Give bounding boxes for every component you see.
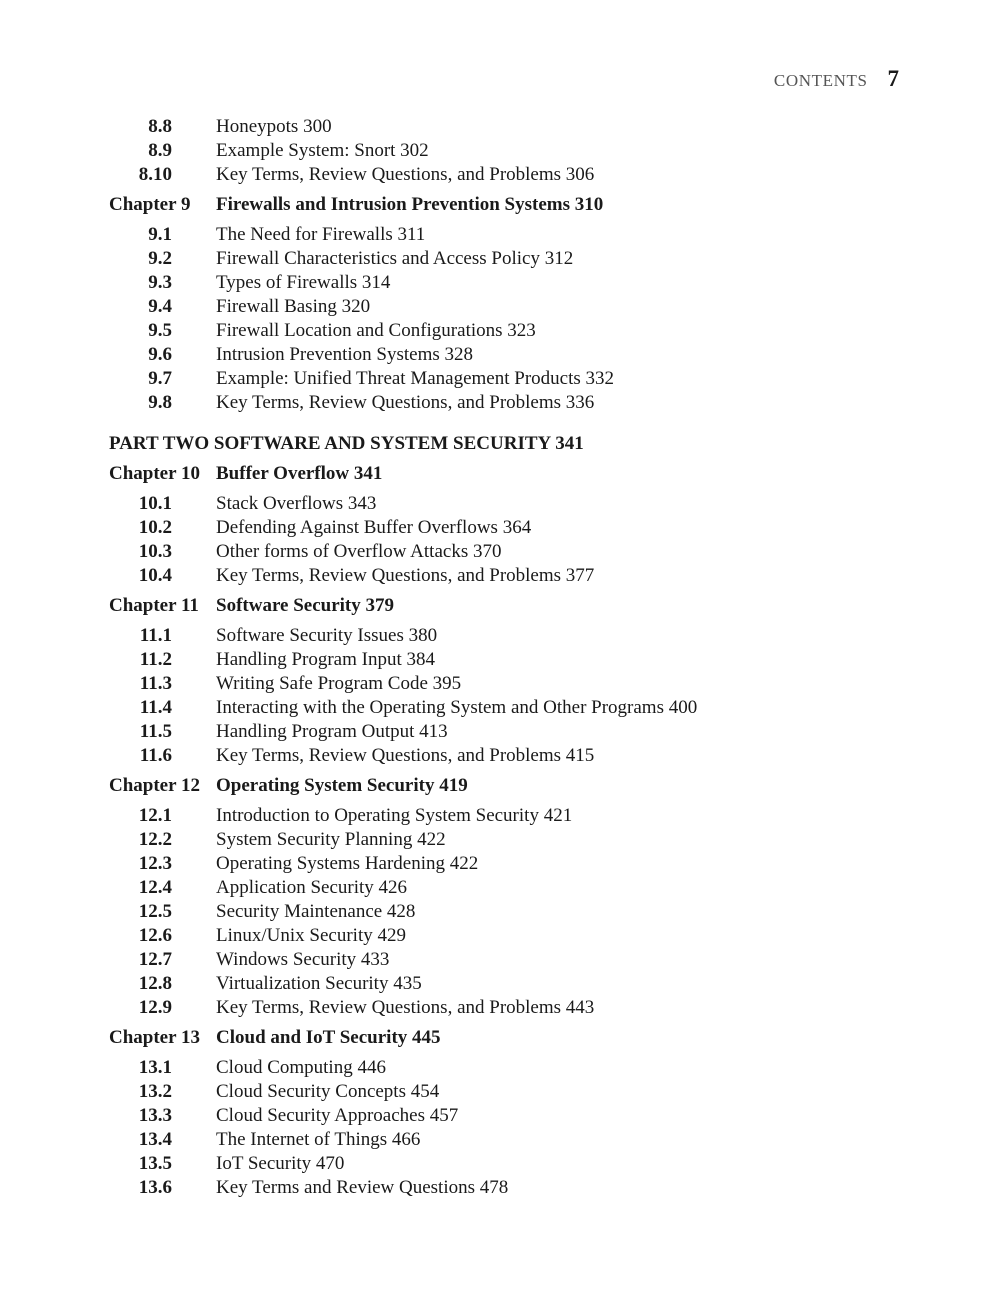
section-number: 9.7 bbox=[148, 368, 172, 389]
page-number: 7 bbox=[887, 66, 899, 91]
toc-section-entry bbox=[0, 924, 1008, 948]
section-number: 9.1 bbox=[148, 224, 172, 245]
section-title: Key Terms and Review Questions 478 bbox=[216, 1177, 509, 1198]
section-number: 12.8 bbox=[138, 973, 172, 994]
section-title: Intrusion Prevention Systems 328 bbox=[216, 344, 474, 365]
section-title: Honeypots 300 bbox=[216, 116, 332, 137]
section-number: 11.4 bbox=[139, 697, 172, 718]
toc-section-entry bbox=[0, 163, 1008, 187]
toc-chapter-entry bbox=[0, 462, 1008, 486]
toc-section-entry bbox=[0, 1080, 1008, 1104]
section-number: 12.1 bbox=[138, 805, 172, 826]
toc-section-entry bbox=[0, 996, 1008, 1020]
section-title: Example: Unified Threat Management Products 332 bbox=[216, 368, 615, 389]
page-header bbox=[774, 66, 899, 92]
section-number: 10.1 bbox=[138, 493, 172, 514]
section-title: Writing Safe Program Code 395 bbox=[216, 673, 462, 694]
section-title: Linux/Unix Security 429 bbox=[216, 925, 406, 946]
section-number: 9.5 bbox=[148, 320, 172, 341]
section-title: Handling Program Output 413 bbox=[216, 721, 448, 742]
section-number: 8.10 bbox=[138, 164, 172, 185]
section-number: 12.4 bbox=[138, 877, 172, 898]
section-title: Introduction to Operating System Security 421 bbox=[216, 805, 573, 826]
section-title: Firewall Location and Configurations 323 bbox=[216, 320, 536, 341]
toc-section-entry bbox=[0, 876, 1008, 900]
toc-section-entry bbox=[0, 744, 1008, 768]
toc-section-entry bbox=[0, 1104, 1008, 1128]
section-number: 13.5 bbox=[138, 1153, 172, 1174]
section-title: Stack Overflows 343 bbox=[216, 493, 377, 514]
section-number: 10.4 bbox=[138, 565, 172, 586]
section-number: 13.4 bbox=[138, 1129, 172, 1150]
section-number: 12.9 bbox=[138, 997, 172, 1018]
section-number: 11.1 bbox=[139, 625, 172, 646]
section-title: Firewall Basing 320 bbox=[216, 296, 371, 317]
section-number: 11.2 bbox=[139, 649, 172, 670]
toc-section-entry bbox=[0, 139, 1008, 163]
toc-section-entry bbox=[0, 972, 1008, 996]
section-title: The Internet of Things 466 bbox=[216, 1129, 421, 1150]
section-number: 10.3 bbox=[138, 541, 172, 562]
section-title: Cloud Computing 446 bbox=[216, 1057, 386, 1078]
toc-section-entry bbox=[0, 852, 1008, 876]
toc-section-entry bbox=[0, 343, 1008, 367]
chapter-title: Operating System Security 419 bbox=[216, 775, 468, 796]
section-number: 12.5 bbox=[138, 901, 172, 922]
section-number: 12.2 bbox=[138, 829, 172, 850]
toc-section-entry bbox=[0, 391, 1008, 415]
chapter-label: Chapter 11 bbox=[109, 595, 199, 616]
section-title: Key Terms, Review Questions, and Problems 377 bbox=[216, 565, 595, 586]
section-title: Firewall Characteristics and Access Policy 312 bbox=[216, 248, 574, 269]
section-number: 13.1 bbox=[138, 1057, 172, 1078]
toc-section-entry bbox=[0, 720, 1008, 744]
section-number: 10.2 bbox=[138, 517, 172, 538]
toc-section-entry bbox=[0, 564, 1008, 588]
section-number: 8.9 bbox=[148, 140, 172, 161]
part-title: PART TWO SOFTWARE AND SYSTEM SECURITY 341 bbox=[109, 433, 584, 454]
chapter-label: Chapter 12 bbox=[109, 775, 200, 796]
toc-section-entry bbox=[0, 115, 1008, 139]
toc-section-entry bbox=[0, 223, 1008, 247]
toc-section-entry bbox=[0, 672, 1008, 696]
toc-section-entry bbox=[0, 247, 1008, 271]
table-of-contents bbox=[0, 115, 1008, 1200]
section-number: 9.6 bbox=[148, 344, 172, 365]
section-number: 9.4 bbox=[148, 296, 172, 317]
chapter-title: Buffer Overflow 341 bbox=[216, 463, 383, 484]
section-title: Application Security 426 bbox=[216, 877, 408, 898]
toc-section-entry bbox=[0, 948, 1008, 972]
section-title: Virtualization Security 435 bbox=[216, 973, 422, 994]
toc-section-entry bbox=[0, 1176, 1008, 1200]
section-title: Key Terms, Review Questions, and Problems 306 bbox=[216, 164, 595, 185]
chapter-title: Firewalls and Intrusion Prevention Systems 310 bbox=[216, 194, 604, 215]
section-number: 9.2 bbox=[148, 248, 172, 269]
section-title: Example System: Snort 302 bbox=[216, 140, 429, 161]
toc-section-entry bbox=[0, 271, 1008, 295]
toc-section-entry bbox=[0, 804, 1008, 828]
chapter-title: Software Security 379 bbox=[216, 595, 395, 616]
section-title: Key Terms, Review Questions, and Problems 336 bbox=[216, 392, 595, 413]
section-title: Security Maintenance 428 bbox=[216, 901, 416, 922]
section-title: Key Terms, Review Questions, and Problems 443 bbox=[216, 997, 595, 1018]
section-number: 13.6 bbox=[138, 1177, 172, 1198]
toc-section-entry bbox=[0, 828, 1008, 852]
toc-section-entry bbox=[0, 1152, 1008, 1176]
toc-chapter-entry bbox=[0, 594, 1008, 618]
chapter-title: Cloud and IoT Security 445 bbox=[216, 1027, 441, 1048]
section-number: 8.8 bbox=[148, 116, 172, 137]
section-title: Operating Systems Hardening 422 bbox=[216, 853, 479, 874]
toc-section-entry bbox=[0, 648, 1008, 672]
section-title: IoT Security 470 bbox=[216, 1153, 345, 1174]
section-number: 11.5 bbox=[139, 721, 172, 742]
section-number: 11.6 bbox=[139, 745, 172, 766]
section-title: Types of Firewalls 314 bbox=[216, 272, 391, 293]
section-title: Key Terms, Review Questions, and Problems 415 bbox=[216, 745, 595, 766]
section-title: Cloud Security Approaches 457 bbox=[216, 1105, 459, 1126]
section-number: 12.7 bbox=[138, 949, 172, 970]
section-number: 9.8 bbox=[148, 392, 172, 413]
section-title: Handling Program Input 384 bbox=[216, 649, 436, 670]
chapter-label: Chapter 10 bbox=[109, 463, 200, 484]
toc-chapter-entry bbox=[0, 193, 1008, 217]
toc-section-entry bbox=[0, 1056, 1008, 1080]
section-title: Cloud Security Concepts 454 bbox=[216, 1081, 440, 1102]
toc-section-entry bbox=[0, 696, 1008, 720]
toc-section-entry bbox=[0, 624, 1008, 648]
chapter-label: Chapter 13 bbox=[109, 1027, 200, 1048]
toc-section-entry bbox=[0, 900, 1008, 924]
section-title: Other forms of Overflow Attacks 370 bbox=[216, 541, 502, 562]
toc-section-entry bbox=[0, 492, 1008, 516]
section-number: 13.2 bbox=[138, 1081, 172, 1102]
section-title: Defending Against Buffer Overflows 364 bbox=[216, 517, 532, 538]
chapter-label: Chapter 9 bbox=[109, 194, 191, 215]
section-number: 9.3 bbox=[148, 272, 172, 293]
toc-chapter-entry bbox=[0, 774, 1008, 798]
section-number: 11.3 bbox=[139, 673, 172, 694]
section-title: The Need for Firewalls 311 bbox=[216, 224, 426, 245]
toc-part-entry bbox=[0, 432, 1008, 456]
section-number: 12.3 bbox=[138, 853, 172, 874]
section-number: 12.6 bbox=[138, 925, 172, 946]
section-title: Software Security Issues 380 bbox=[216, 625, 438, 646]
section-number: 13.3 bbox=[138, 1105, 172, 1126]
toc-section-entry bbox=[0, 295, 1008, 319]
section-title: Windows Security 433 bbox=[216, 949, 390, 970]
running-title: CONTENTS bbox=[773, 71, 868, 90]
toc-section-entry bbox=[0, 1128, 1008, 1152]
section-title: System Security Planning 422 bbox=[216, 829, 446, 850]
toc-section-entry bbox=[0, 319, 1008, 343]
toc-section-entry bbox=[0, 367, 1008, 391]
toc-chapter-entry bbox=[0, 1026, 1008, 1050]
toc-section-entry bbox=[0, 540, 1008, 564]
section-title: Interacting with the Operating System and Other Programs 400 bbox=[216, 697, 698, 718]
toc-section-entry bbox=[0, 516, 1008, 540]
